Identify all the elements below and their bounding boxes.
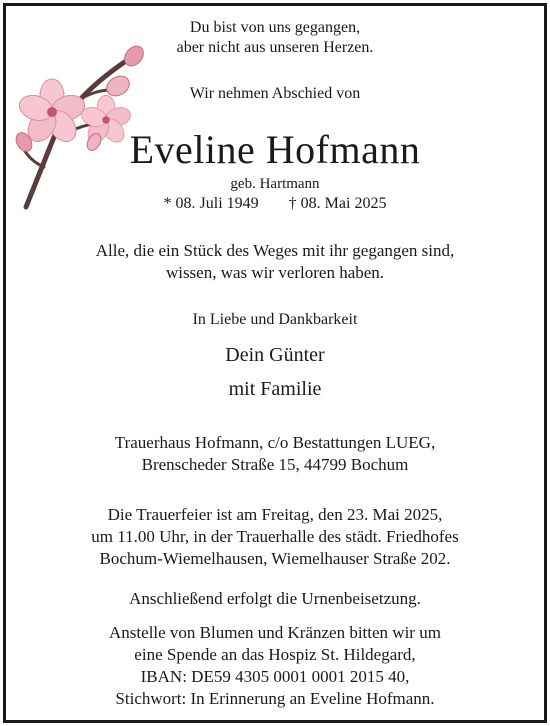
death-date: † 08. Mai 2025 (288, 195, 387, 212)
mourning-house-line-2: Brenscheder Straße 15, 44799 Bochum (141, 455, 409, 474)
signer-2: mit Familie (228, 378, 322, 400)
message-line-2: wissen, was wir verloren haben. (165, 263, 385, 282)
service-line-1: Die Trauerfeier ist am Freitag, den 23. Mai 2025, (107, 505, 443, 524)
service-line-2: um 11.00 Uhr, in der Trauerhalle des städt. Friedhofes (91, 527, 459, 546)
obituary-notice (3, 3, 547, 723)
maiden-name: geb. Hartmann (230, 176, 320, 192)
signer-1: Dein Günter (225, 344, 325, 366)
donation-line-3: IBAN: DE59 4305 0001 0001 2015 40, (140, 667, 410, 686)
verse-line-1: Du bist von uns gegangen, (189, 19, 361, 36)
birth-date: * 08. Juli 1949 (163, 195, 259, 212)
mourning-house-line-1: Trauerhaus Hofmann, c/o Bestattungen LUEG, (114, 433, 436, 452)
service-line-3: Bochum-Wiemelhausen, Wiemelhauser Straße 202. (99, 549, 451, 568)
donation-line-2: eine Spende an das Hospiz St. Hildegard, (134, 645, 416, 664)
life-dates (6, 194, 544, 214)
urn-burial-note: Anschließend erfolgt die Urnenbeisetzung. (129, 589, 421, 608)
donation-line-1: Anstelle von Blumen und Kränzen bitten wir um (109, 623, 441, 642)
love-gratitude: In Liebe und Dankbarkeit (192, 311, 358, 328)
deceased-name: Eveline Hofmann (129, 127, 421, 172)
verse-line-2: aber nicht aus unseren Herzen. (176, 39, 374, 56)
farewell-intro: Wir nehmen Abschied von (189, 85, 361, 102)
message-line-1: Alle, die ein Stück des Weges mit ihr gegangen sind, (95, 241, 455, 260)
donation-line-4: Stichwort: In Erinnerung an Eveline Hofmann. (115, 689, 435, 708)
